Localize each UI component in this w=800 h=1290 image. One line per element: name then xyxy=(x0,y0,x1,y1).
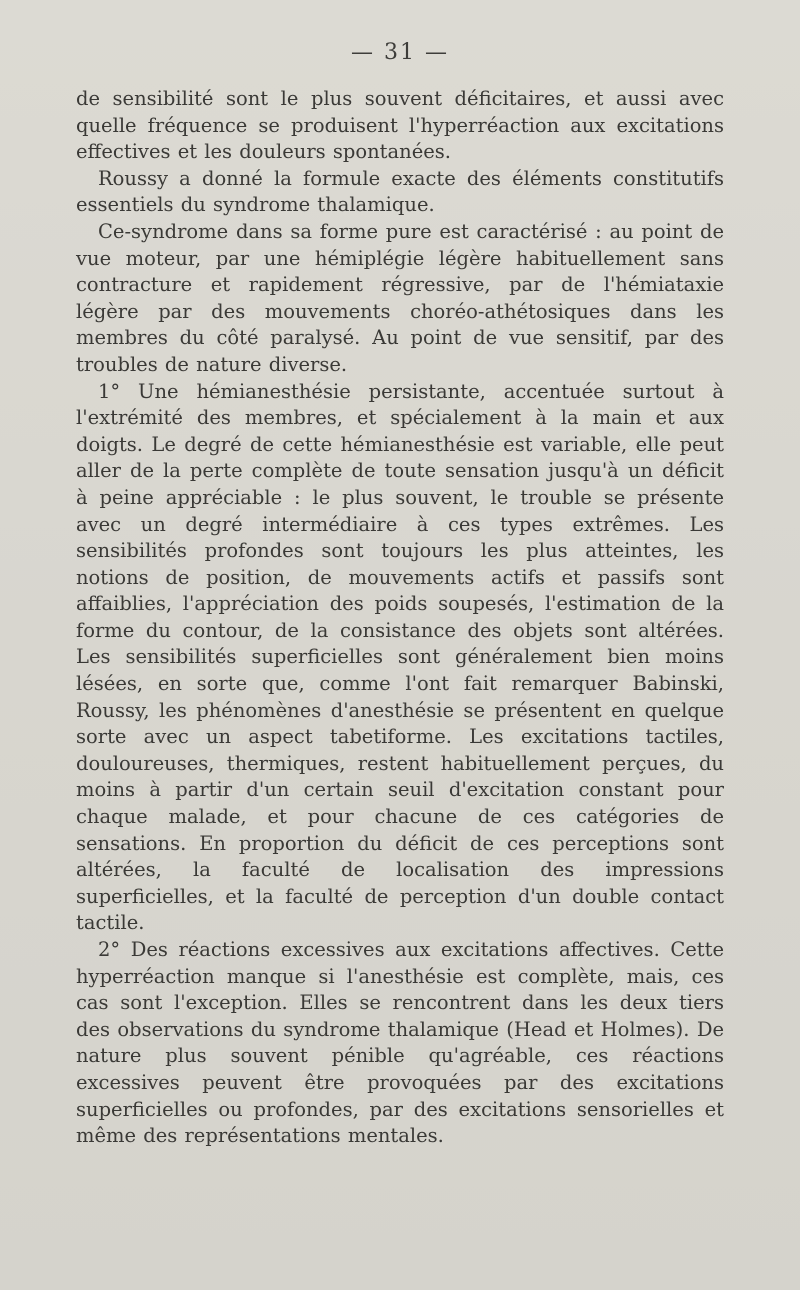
page-number: — 31 — xyxy=(351,40,449,65)
paragraph-roussy-formula: Roussy a donné la formule exacte des éléments constitutifs essentiels du syndrome thalamique. xyxy=(76,166,724,217)
paragraph-continuation: de sensibilité sont le plus souvent déficitaires, et aussi avec quelle fréquence se produisent l'hyperréaction aux excitations effectives et les douleurs spontanées. xyxy=(76,87,724,164)
paragraph-syndrome-definition: Ce-syndrome dans sa forme pure est caractérisé : au point de vue moteur, par une hémiplégie légère habituellement sans contracture et rapidement régressive, par de l'hémiataxie légère par des mouvements choréo-athétosiques dans les membres du côté paralysé. Au point de vue sensitif, par des troubles de nature diverse. xyxy=(76,219,724,376)
body-text xyxy=(76,86,724,1150)
paragraph-hemianesthesia: 1° Une hémianesthésie persistante, accentuée surtout à l'extrémité des membres, et spécialement à la main et aux doigts. Le degré de cette hémianesthésie est variable, elle peut aller de la perte complète de toute sensation jusqu'à un déficit à peine appréciable : le plus souvent, le trouble se présente avec un degré intermédiaire à ces types extrêmes. Les sensibilités profondes sont toujours les plus atteintes, les notions de position, de mouvements actifs et passifs sont affaiblies, l'appréciation des poids soupesés, l'estimation de la forme du contour, de la consistance des objets sont altérées. Les sensibilités superficielles sont généralement bien moins lésées, en sorte que, comme l'ont fait remarquer Babinski, Roussy, les phénomènes d'anesthésie se présentent en quelque sorte avec un aspect tabetiforme. Les excitations tactiles, douloureuses, thermiques, restent habituellement perçues, du moins à partir d'un certain seuil d'excitation constant pour chaque malade, et pour chacune de ces catégories de sensations. En proportion du déficit de ces perceptions sont altérées, la faculté de localisation des impressions superficielles, et la faculté de perception d'un double contact tactile. xyxy=(76,379,724,935)
paragraph-excessive-reactions: 2° Des réactions excessives aux excitations affectives. Cette hyperréaction manque si l'anesthésie est complète, mais, ces cas sont l'exception. Elles se rencontrent dans les deux tiers des observations du syndrome thalamique (Head et Holmes). De nature plus souvent pénible qu'agréable, ces réactions excessives peuvent être provoquées par des excitations superficielles ou profondes, par des excitations sensorielles et même des représentations mentales. xyxy=(76,938,724,1148)
